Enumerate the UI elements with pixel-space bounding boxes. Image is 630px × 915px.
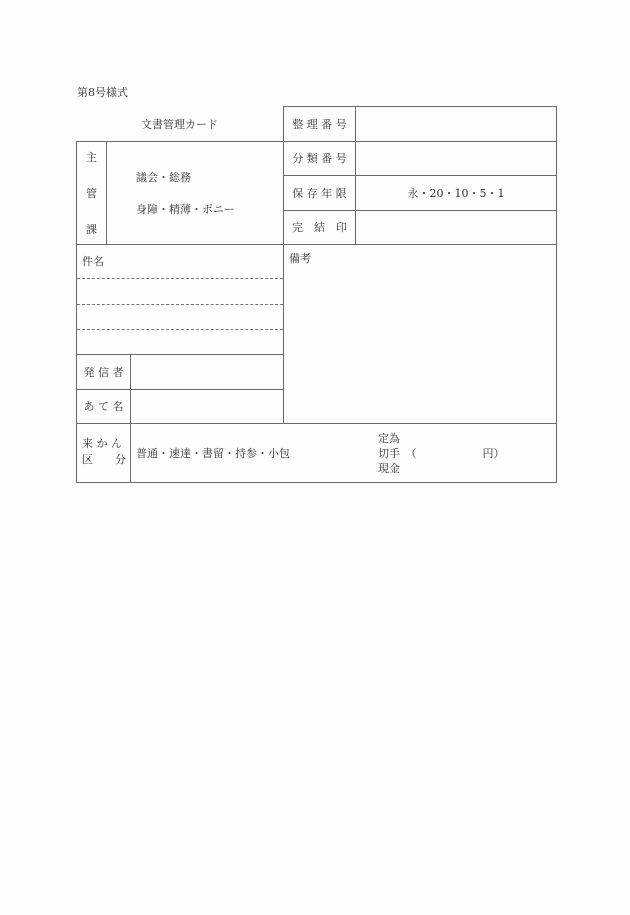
sender-label: 発 信 者 [83, 365, 124, 379]
subject-line [77, 304, 283, 305]
subject-label: 件名 [82, 255, 104, 268]
management-number-label: 整 理 番 号 [292, 117, 347, 131]
completion-seal-field[interactable] [356, 210, 556, 244]
subject-line [77, 278, 283, 279]
addressee-field[interactable] [131, 390, 283, 423]
divider [106, 141, 107, 244]
sender-field[interactable] [131, 355, 283, 389]
remarks-field[interactable] [284, 268, 556, 423]
department-option[interactable]: 議会・総務 [136, 171, 191, 184]
subject-line [77, 329, 283, 330]
department-label-char: 課 [86, 223, 97, 236]
receipt-label-line1: 来 か ん [82, 437, 122, 450]
receipt-label-line2: 区 分 [82, 453, 126, 466]
department-label-char: 主 [86, 151, 97, 164]
divider [76, 482, 557, 483]
classification-number-label: 分 類 番 号 [292, 152, 347, 165]
department-label-char: 管 [86, 187, 97, 200]
retention-period-label: 保 存 年 限 [292, 186, 347, 200]
classification-number-field[interactable] [356, 141, 556, 175]
payment-line1: 定為 [378, 432, 400, 445]
addressee-label: あ て 名 [83, 400, 124, 413]
management-number-field[interactable] [356, 106, 556, 141]
divider [76, 244, 556, 245]
card-title: 文書管理カード [141, 117, 218, 131]
divider [76, 423, 556, 424]
retention-period-options[interactable]: 永・20・10・5・1 [407, 186, 505, 200]
form-number: 第8号様式 [77, 86, 128, 99]
completion-seal-label: 完 結 印 [292, 221, 347, 234]
delivery-methods[interactable]: 普通・速達・書留・持参・小包 [136, 447, 290, 460]
divider [556, 106, 557, 483]
payment-line2[interactable]: 切手 （ 円） [378, 447, 505, 460]
payment-line3: 現金 [378, 462, 400, 475]
department-option[interactable]: 身障・精薄・ポニー [136, 203, 235, 216]
remarks-label: 備考 [289, 252, 311, 265]
